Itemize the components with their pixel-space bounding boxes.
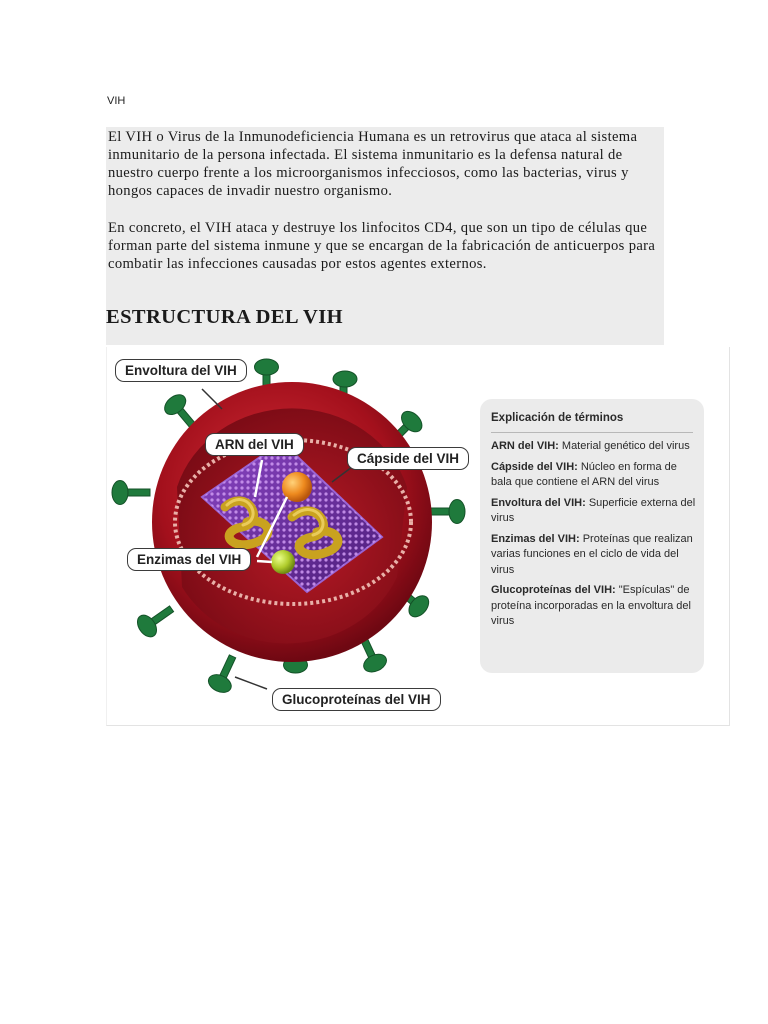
legend-description: Material genético del virus [561,440,690,452]
legend-item-capside [491,460,696,491]
legend-term: Glucoproteínas del VIH: [491,584,616,596]
legend-item-glucoproteinas [491,583,696,630]
legend-description: Superficie externa del virus [491,496,696,524]
hiv-structure-figure [106,347,730,726]
document-small-heading: VIH [107,95,126,107]
legend-list [491,439,696,635]
legend-term: ARN del VIH: [491,440,559,452]
section-title: ESTRUCTURA DEL VIH [106,306,343,328]
callout-capside: Cápside del VIH [347,447,469,470]
legend-item-enzimas [491,532,696,579]
legend-title: Explicación de términos [491,412,624,424]
callout-envoltura: Envoltura del VIH [115,359,247,382]
legend-panel [480,399,704,673]
legend-item-arn [491,439,696,455]
callout-glucoproteinas: Glucoproteínas del VIH [272,688,441,711]
paragraph-intro: El VIH o Virus de la Inmunodeficiencia Humana es un retrovirus que ataca al sistema inmunitario de la persona infectada. El sistema inmunitario es la defensa natural de nuestro cuerpo frente a los microorganismos infecciosos, como las bacterias, virus y hongos capaces de invadir nuestro organismo. [108,129,638,199]
legend-description: "Espículas" de proteína incorporadas en la envoltura del virus [491,584,691,627]
legend-description: Núcleo en forma de bala que contiene el ARN del virus [491,460,677,488]
callout-arn: ARN del VIH [205,433,304,456]
paragraph-cd4: En concreto, el VIH ataca y destruye los linfocitos CD4, que son un tipo de células que forman parte del sistema inmune y que se encargan de la fabricación de anticuerpos para combatir las infecciones causadas por estos agentes externos. [108,220,656,272]
legend-term: Cápside del VIH: [491,460,578,473]
callout-enzimas: Enzimas del VIH [127,548,251,571]
legend-item-envoltura [491,496,696,527]
legend-term: Enzimas del VIH: [491,532,580,545]
legend-term: Envoltura del VIH: [491,496,586,509]
enzyme-green [271,550,295,574]
legend-divider [491,432,693,433]
text-block [106,127,664,345]
legend-description: Proteínas que realizan varias funciones en el ciclo de vida del virus [491,532,693,576]
